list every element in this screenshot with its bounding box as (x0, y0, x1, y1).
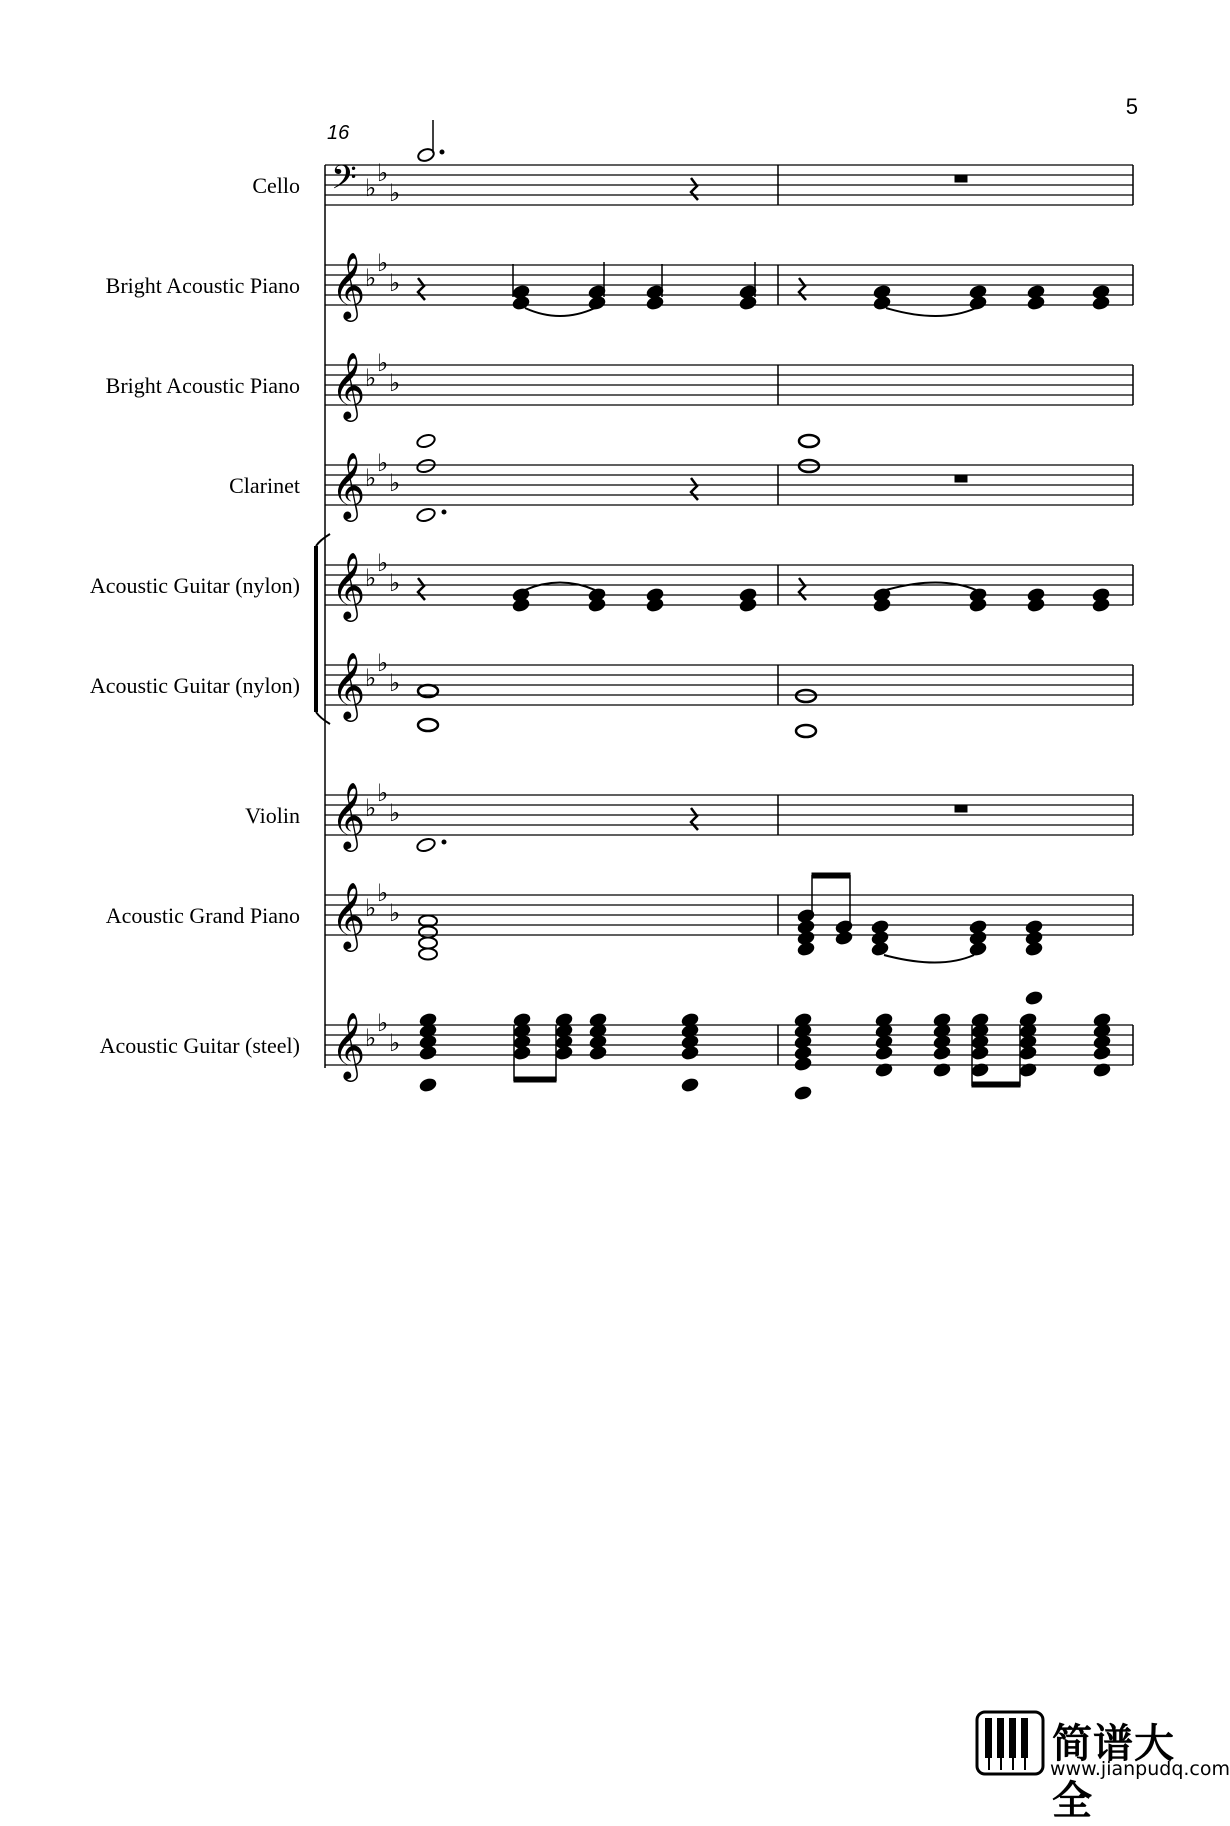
watermark-url: www.jianpudq.com (1050, 1758, 1230, 1780)
treble-clef-icon: 𝄞 (331, 1011, 366, 1079)
flat-icon: ♭ (377, 779, 389, 807)
flat-icon: ♭ (377, 349, 389, 377)
flat-icon: ♭ (365, 894, 377, 922)
flat-icon: ♭ (377, 1009, 389, 1037)
flat-icon: ♭ (377, 449, 389, 477)
flat-icon: ♭ (389, 269, 401, 297)
treble-clef-icon: 𝄞 (331, 251, 366, 319)
instrument-label-nylon-guitar-2: Acoustic Guitar (nylon) (89, 673, 300, 698)
flat-icon: ♭ (377, 649, 389, 677)
treble-clef-icon: 𝄞 (331, 551, 366, 619)
treble-clef-icon: 𝄞 (331, 881, 366, 949)
treble-clef-icon: 𝄞 (331, 451, 366, 519)
watermark-title: 简谱大全 (1052, 1721, 1175, 1824)
treble-clef-icon: 𝄞 (331, 781, 366, 849)
flat-icon: ♭ (365, 264, 377, 292)
staff-2 (325, 249, 1133, 322)
instrument-label-bright-piano-1: Bright Acoustic Piano (105, 273, 300, 298)
bass-clef-icon: 𝄢 (331, 159, 357, 205)
flat-icon: ♭ (389, 799, 401, 827)
flat-icon: ♭ (365, 364, 377, 392)
staff-8 (325, 879, 1133, 952)
instrument-label-steel-guitar: Acoustic Guitar (steel) (99, 1033, 300, 1058)
staff-9 (325, 1009, 1133, 1082)
flat-icon: ♭ (389, 369, 401, 397)
flat-icon: ♭ (389, 469, 401, 497)
instrument-label-cello: Cello (252, 173, 300, 198)
flat-icon: ♭ (389, 569, 401, 597)
instrument-label-grand-piano: Acoustic Grand Piano (105, 903, 300, 928)
instrument-label-nylon-guitar-1: Acoustic Guitar (nylon) (89, 573, 300, 598)
rest (418, 278, 425, 300)
instrument-label-bright-piano-2: Bright Acoustic Piano (105, 373, 300, 398)
cello-quarter-rest (691, 178, 698, 200)
flat-icon: ♭ (365, 464, 377, 492)
cello-whole-rest (955, 176, 967, 182)
staves (325, 159, 1133, 1082)
notes (416, 120, 1112, 1101)
staff-3 (325, 349, 1133, 422)
instrument-label-violin: Violin (245, 803, 300, 828)
flat-icon: ♭ (365, 564, 377, 592)
flat-icon: ♭ (365, 1024, 377, 1052)
flat-icon: ♭ (389, 1029, 401, 1057)
flat-icon: ♭ (389, 669, 401, 697)
flat-icon: ♭ (377, 549, 389, 577)
staff-6 (325, 649, 1133, 722)
page-number: 5 (1125, 94, 1138, 119)
flat-icon: ♭ (377, 159, 389, 187)
piano-keys-icon (975, 1710, 1045, 1776)
treble-clef-icon: 𝄞 (331, 351, 366, 419)
flat-icon: ♭ (377, 879, 389, 907)
flat-icon: ♭ (365, 794, 377, 822)
measure-number: 16 (327, 122, 350, 144)
flat-icon: ♭ (365, 664, 377, 692)
staff-5 (325, 549, 1133, 622)
flat-icon: ♭ (377, 249, 389, 277)
staff-1 (325, 159, 1133, 207)
flat-icon: ♭ (389, 899, 401, 927)
treble-clef-icon: 𝄞 (331, 651, 366, 719)
flat-icon: ♭ (365, 174, 377, 202)
instrument-label-clarinet: Clarinet (229, 473, 300, 498)
flat-icon: ♭ (389, 179, 401, 207)
